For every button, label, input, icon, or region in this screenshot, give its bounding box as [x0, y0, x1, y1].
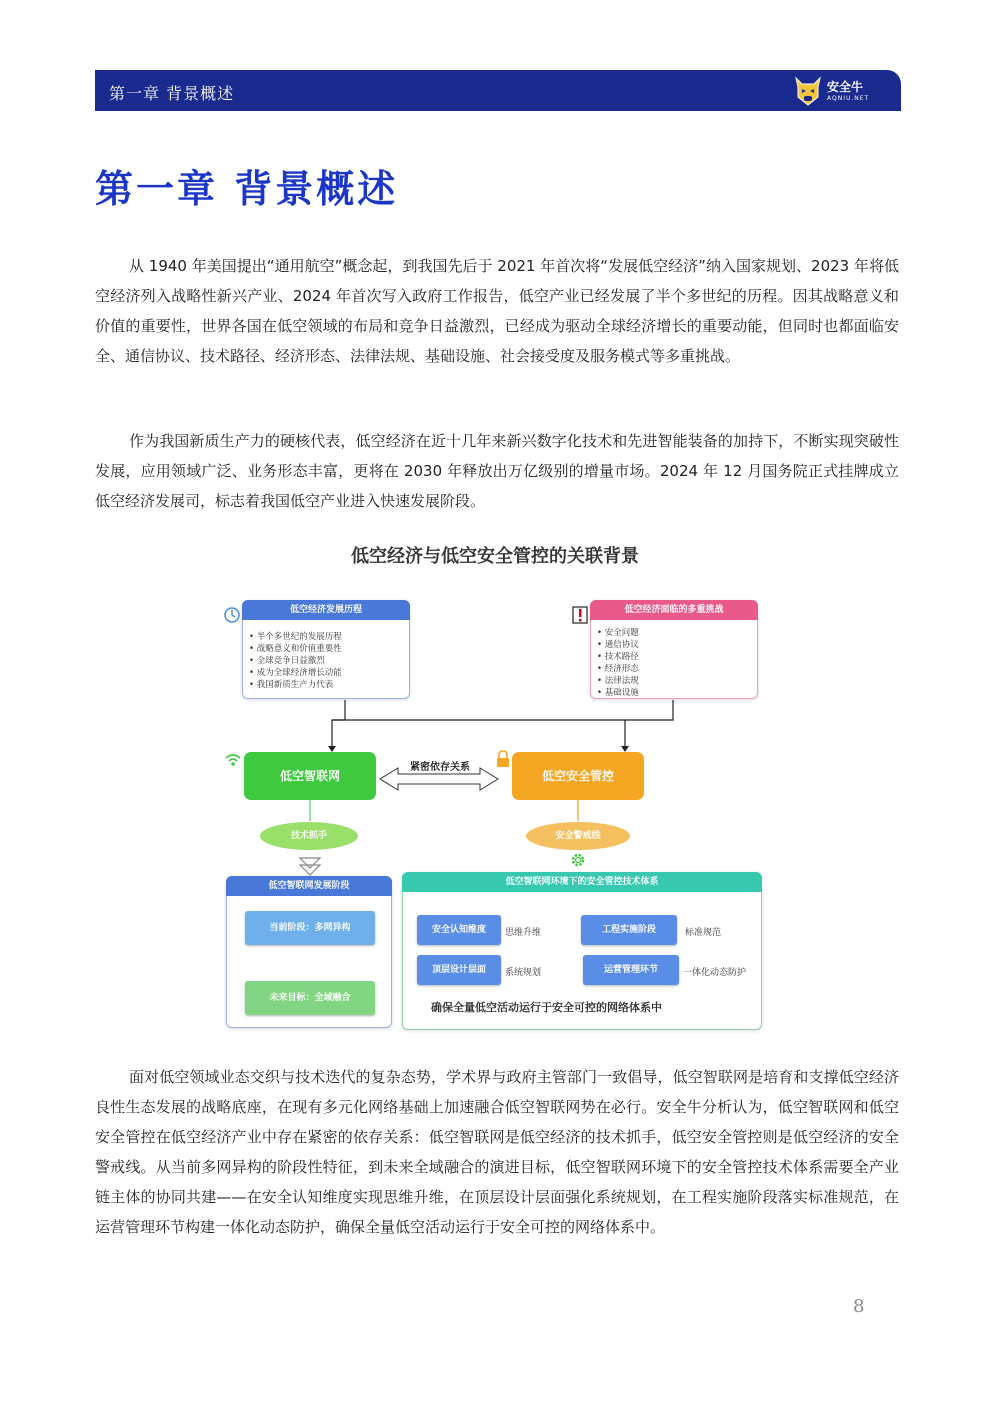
system-conclusion: 确保全量低空活动运行于安全可控的网络体系中: [431, 1001, 662, 1014]
stage-future: 未来目标：全域融合: [245, 981, 375, 1015]
system-item-note: 思维升维: [505, 928, 542, 938]
warning-icon: [572, 606, 588, 624]
list-item: • 法律法规: [597, 675, 639, 687]
system-item-button: 安全认知维度: [417, 915, 501, 945]
list-item: • 经济形态: [597, 663, 639, 675]
list-item: • 半个多世纪的发展历程: [249, 631, 342, 643]
challenges-card-title: 低空经济面临的多重挑战: [590, 600, 758, 620]
oval-security-line: 安全警戒线: [526, 822, 630, 850]
list-item: • 安全问题: [597, 627, 639, 639]
system-card: [402, 872, 762, 1030]
system-item-note: 一体化动态防护: [683, 968, 747, 978]
history-card-title: 低空经济发展历程: [242, 600, 410, 620]
paragraph-3: 面对低空领域业态交织与技术迭代的复杂态势，学术界与政府主管部门一致倡导，低空智联网是培育和支撑低空经济良性生态发展的战略底座，在现有多元化网络基础上加速融合低空智联网势在必行。安全牛分析认为，低空智联网和低空安全管控在低空经济产业中存在紧密的依存关系：低空智联网是低空经济的技术抓手，低空安全管控则是低空经济的安全警戒线。从当前多网异构的阶段性特征，到未来全域融合的演进目标，低空智联网环境下的安全管控技术体系需要全产业链主体的协同共建——在安全认知维度实现思维升维，在顶层设计层面强化系统规划，在工程实施阶段落实标准规范，在运营管理环节构建一体化动态防护，确保全量低空活动运行于安全可控的网络体系中。: [95, 1068, 899, 1236]
lock-icon: [495, 750, 511, 768]
chapter-title: 第一章 背景概述: [95, 167, 399, 211]
logo: [793, 74, 873, 108]
history-card: [242, 600, 410, 699]
logo-text: 安全牛: [827, 80, 864, 94]
logo-subtext: AQNIU.NET: [827, 95, 870, 102]
system-item-note: 标准规范: [685, 928, 722, 938]
system-card-title: 低空智联网环境下的安全管控技术体系: [402, 872, 762, 892]
relation-label: 紧密依存关系: [410, 762, 470, 773]
list-item: • 我国新质生产力代表: [249, 679, 342, 691]
list-item: • 基础设施: [597, 687, 639, 699]
list-item: • 战略意义和价值重要性: [249, 643, 342, 655]
system-item-note: 系统规划: [505, 968, 542, 978]
node-low-altitude-network: 低空智联网: [244, 752, 376, 800]
bull-logo-icon: [793, 75, 823, 107]
challenges-card: [590, 600, 758, 699]
stage-current: 当前阶段：多网异构: [245, 911, 375, 945]
page-number: 8: [853, 1296, 865, 1317]
header-title: 第一章 背景概述: [109, 84, 235, 103]
oval-tech-lever: 技术抓手: [260, 822, 358, 850]
list-item: • 技术路径: [597, 651, 639, 663]
wifi-icon: [224, 752, 242, 768]
clock-icon: [223, 606, 241, 624]
node-security-control: 低空安全管控: [512, 752, 644, 800]
stage-card-title: 低空智联网发展阶段: [226, 876, 392, 896]
header-bar: [95, 70, 901, 111]
system-item-button: 顶层设计层面: [417, 955, 501, 985]
list-item: • 全球竞争日益激烈: [249, 655, 342, 667]
gear-icon: [569, 851, 587, 869]
history-list: [249, 631, 342, 691]
system-item-button: 运营管理环节: [583, 955, 679, 985]
figure: [220, 538, 770, 1033]
paragraph-2: 作为我国新质生产力的硬核代表，低空经济在近十几年来新兴数字化技术和先进智能装备的加持下，不断实现突破性发展，应用领域广泛、业务形态丰富，更将在 2030 年释放出万亿级别的增量市场。2024 年 12 月国务院正式挂牌成立低空经济发展司，标志着我国低空产业进入快速发展阶段。: [95, 432, 899, 510]
figure-title: 低空经济与低空安全管控的关联背景: [351, 546, 639, 567]
challenges-list: [597, 627, 639, 699]
stage-card: [226, 876, 392, 1028]
list-item: • 通信协议: [597, 639, 639, 651]
paragraph-1: 从 1940 年美国提出“通用航空”概念起，到我国先后于 2021 年首次将“发展低空经济”纳入国家规划、2023 年将低空经济列入战略性新兴产业、2024 年首次写入政府工作报告，低空产业已经发展了半个多世纪的历程。因其战略意义和价值的重要性，世界各国在低空领域的布局和竞争日益激烈，已经成为驱动全球经济增长的重要动能，但同时也都面临安全、通信协议、技术路径、经济形态、法律法规、基础设施、社会接受度及服务模式等多重挑战。: [95, 257, 899, 365]
system-item-button: 工程实施阶段: [581, 915, 677, 945]
list-item: • 成为全球经济增长动能: [249, 667, 342, 679]
